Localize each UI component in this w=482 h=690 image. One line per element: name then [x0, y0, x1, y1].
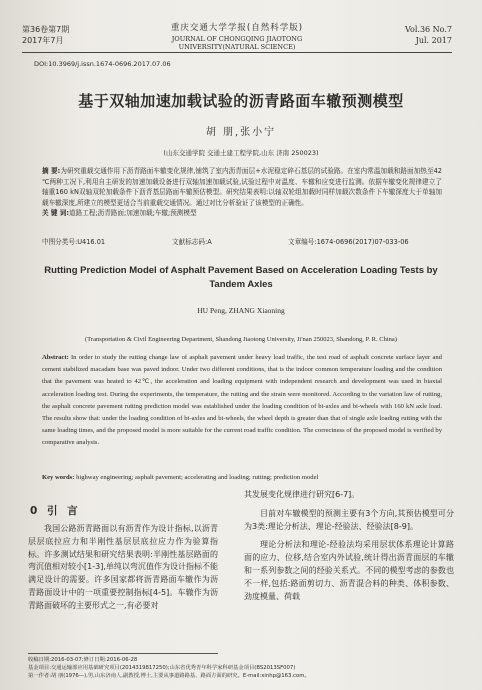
doi: DOI:10.3969/j.issn.1674-0696.2017.07.06 — [34, 60, 171, 68]
paper-title-cn: 基于双轴加速加载试验的沥青路面车辙预测模型 — [78, 92, 404, 110]
paragraph: 目前对车辙模型的预测主要有3个方向,其预估模型可分为3类:理论分析法、理论-经验法、经验法[8-9]。 — [244, 508, 454, 531]
right-column — [244, 489, 454, 603]
footnote-funding: 基金项目:交通运输部应用基础研究项目(2014319817250);山东省优秀青年科学家科研基金项目(BS2013SF007) — [28, 665, 296, 671]
header-rule — [22, 52, 452, 53]
abstract-cn-text: 为研究重载交通作用下沥青路面车辙变化规律,铺筑了室内沥青面层+水泥稳定碎石基层的试验路。在室内常温加载和路面加热至42 ℃两种工况下,利用自主研发的加速加载设备进行双轴加速加载试验,试验过程中对温度、车辙和应变进行监测。依据车辙变化规律建立了轴重160 kN双轴双轮加载条件下沥青基层路面车辙预估模型。研究结果表明:以轴双轮组加载时同样加载次数条件下车辙深度大于单轴加载车辙深度,所建立的模型更适合当前重载交通情况。通过对比分析验证了该模型的正确性。 — [42, 167, 442, 207]
abstract-en-label: Abstract: — [42, 354, 69, 361]
date-en: Jul. 2017 — [415, 36, 452, 45]
abstract-en-text: In order to study the rutting change law of asphalt pavement under heavy load traffic, the test road of asphalt concrete surface layer and cement stabilized macadam base was paved indoor. Under two different conditions, that is the indoor common temperature loading and the condition that the pavement was heated to 42℃, the acceleration and loading equipment with independent research and development was used in biaxial acceleration loading test. During the experiments, the temperature, the rutting and the strain were monitored. According to the variation law of rutting, the asphalt concrete pavement rutting prediction model was established under the loading condition of bi-axles and bi-wheels with 160 kN axle load. The results show that: under the loading condition of bi-axles and bi-wheels, the wheel depth is greater than that of single axle loading rutting with the same loading times, and the proposed model is more suitable for the current road traffic condition. The correctness of the proposed model is verified by comparative analysis. — [42, 354, 442, 447]
keywords-cn-text: 道路工程;沥青路面;加速加载;车辙;预测模型 — [69, 209, 197, 218]
volume-issue-cn: 第36卷第7期 — [22, 25, 70, 34]
journal-name-en: JOURNAL OF CHONGQING JIAOTONG UNIVERSITY(NATURAL SCIENCE) — [171, 35, 303, 51]
section-heading: 0 引 言 — [30, 505, 81, 517]
footnotes — [28, 656, 452, 680]
footnote-rule — [28, 653, 218, 654]
document-code: 文献标志码:A — [172, 238, 212, 246]
clc-number: 中图分类号:U416.01 — [42, 238, 106, 246]
header-left — [22, 24, 69, 46]
keywords-en-label: Key words: — [42, 474, 75, 481]
footnote-received: 收稿日期:2016-03-07;修订日期:2016-06-28 — [28, 657, 138, 663]
article-number: 文章编号:1674-0696(2017)07-033-06 — [288, 238, 409, 246]
affiliation-cn: (山东交通学院 交通土建工程学院,山东 济南 250023) — [163, 149, 319, 157]
paragraph: 理论分析法和理论-经验法均采用层状体系理论计算路面的应力、位移,结合室内外试验,统计得出沥青面层的车辙和一系列参数之间的经验关系式。不同的模型考虑的参数也不一样,包括:路面剪切力、沥青混合料的种类、体积参数、劲度模量、荷载 — [244, 540, 454, 601]
header-center — [132, 21, 342, 51]
keywords-en-text: highway engineering; asphalt pavement; accelerating and loading; rutting; prediction model — [76, 474, 319, 481]
affiliation-en: (Transportation & Civil Engineering Department, Shandong Jiaotong University, Ji'nan 250023, Shandong, P. R. China) — [85, 336, 397, 343]
authors-en: HU Peng, ZHANG Xiaoning — [197, 306, 285, 315]
date-cn: 2017年7月 — [22, 36, 64, 45]
abstract-cn — [42, 166, 442, 219]
keywords-en — [42, 474, 442, 481]
running-header — [22, 16, 452, 54]
keywords-cn-label: 关 键 词: — [42, 209, 70, 218]
paper-title-en: Rutting Prediction Model of Asphalt Pavement Based on Acceleration Loading Tests by Tandem Axles — [44, 265, 438, 290]
authors-cn: 胡 朋,张小宁 — [205, 127, 277, 138]
abstract-en — [42, 352, 442, 450]
header-right — [405, 24, 452, 46]
paragraph: 我国公路沥青路面以有沥青作为设计指标,以沥青层层底拉应力和半刚性基层层底拉应力作为验算指标。许多测试结果和研究结果表明:半刚性基层路面的弯沉值相对较小[1-3],单纯以弯沉值作为设计指标不能满足设计的需要。许多国家都将沥青路面车辙作为沥青路面设计中的一项重要控制指标[4-5]。车辙作为沥青路面破坏的主要形式之一,有必要对 — [28, 524, 218, 610]
paragraph-continued: 其发展变化规律进行研究[6-7]。 — [244, 490, 360, 499]
abstract-cn-label: 摘 要: — [42, 167, 61, 175]
left-column — [28, 523, 218, 613]
journal-name-cn: 重庆交通大学学报(自然科学版) — [170, 23, 304, 33]
volume-issue-en: Vol.36 No.7 — [405, 25, 452, 34]
footnote-author: 第一作者:胡 朋(1976—),男,山东济南人,副教授,博士,主要从事道路路基、路面方面的研究。E-mail:xinhp@163.com。 — [28, 673, 310, 679]
